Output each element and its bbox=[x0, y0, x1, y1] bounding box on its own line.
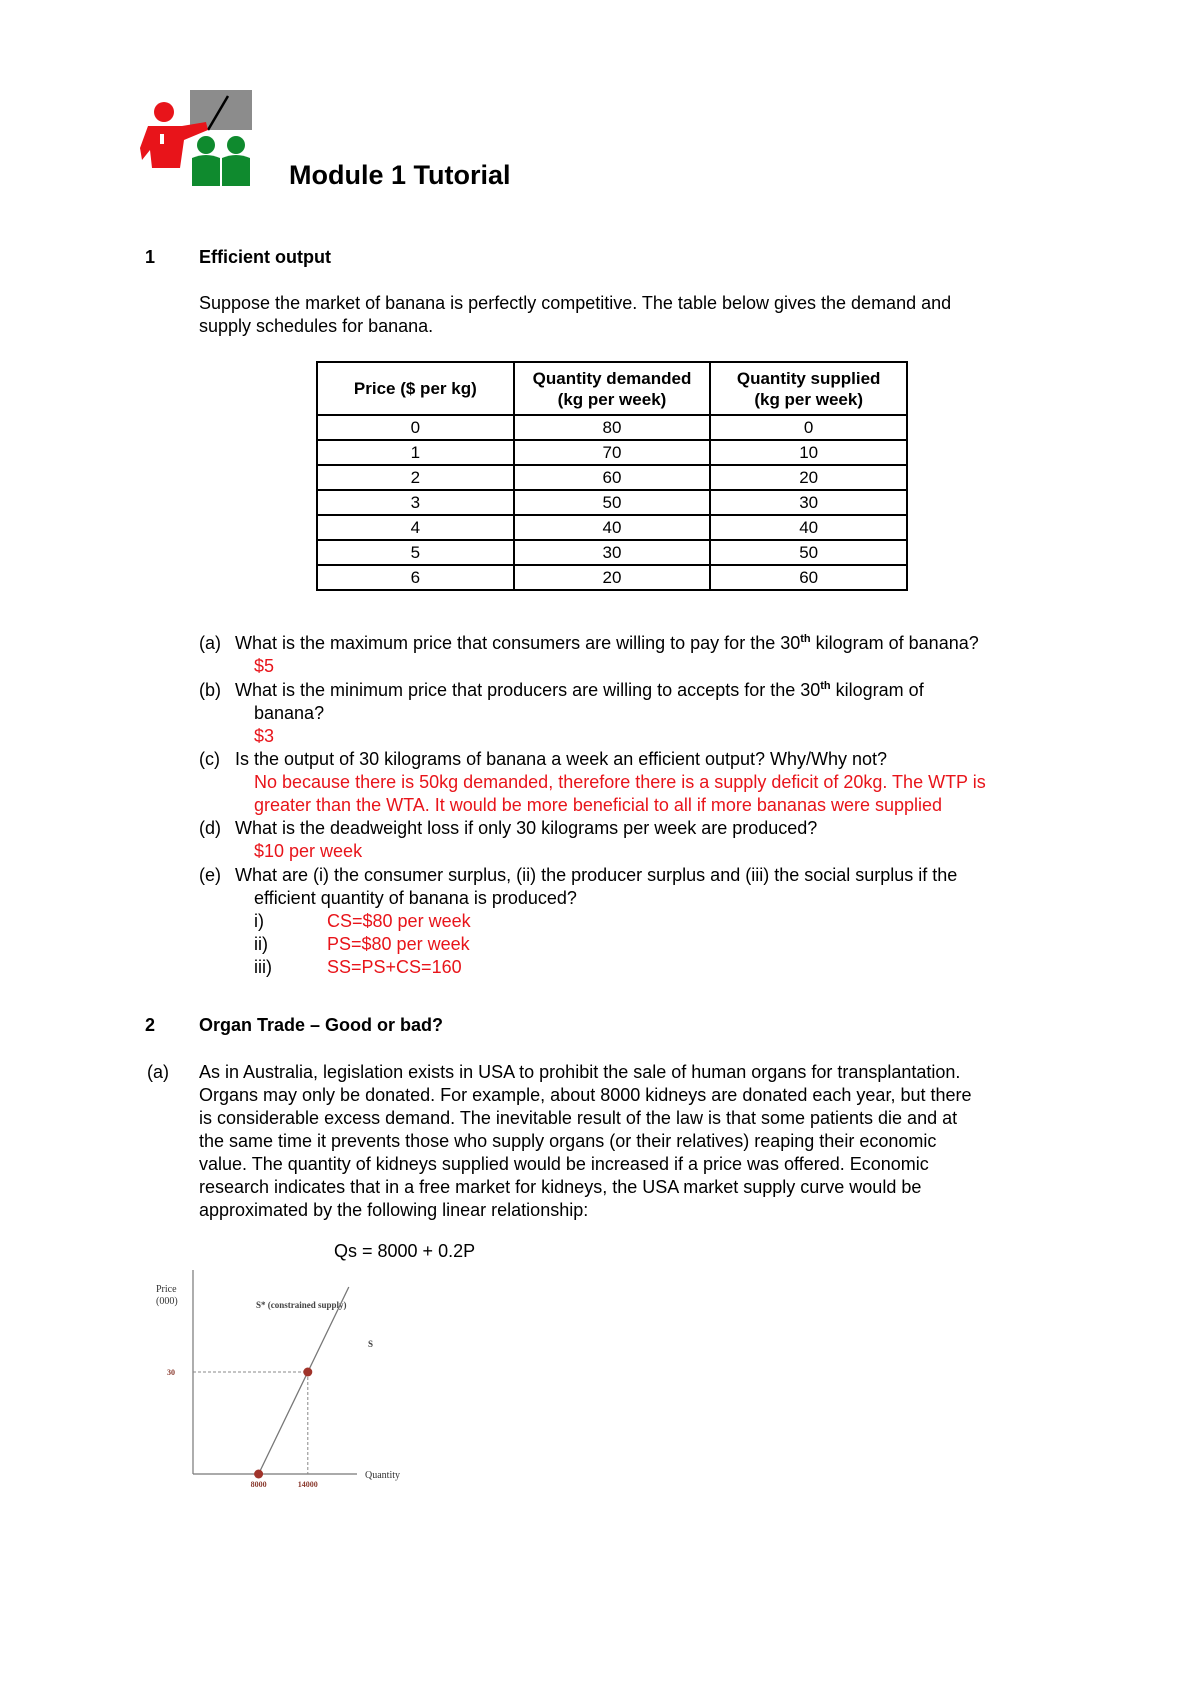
x-tick-label: 14000 bbox=[297, 1480, 318, 1488]
q1e-question-line1: What are (i) the consumer surplus, (ii) the producer surplus and (iii) the social surplus if the bbox=[235, 865, 958, 885]
q2-paragraph-line: approximated by the following linear relationship: bbox=[199, 1200, 589, 1220]
table-cell: 20 bbox=[514, 565, 711, 590]
table-cell: 70 bbox=[514, 440, 711, 465]
equilibrium-point bbox=[254, 1470, 263, 1479]
table-cell: 2 bbox=[317, 465, 514, 490]
q1b-question: What is the minimum price that producers are willing to accepts for the 30th kilogram of bbox=[235, 680, 924, 700]
q1c-question: Is the output of 30 kilograms of banana a week an efficient output? Why/Why not? bbox=[235, 749, 888, 769]
q1e-label: (e) bbox=[199, 865, 221, 885]
q1b-answer: $3 bbox=[254, 726, 275, 746]
table-cell: 1 bbox=[317, 440, 514, 465]
q2-number: 2 bbox=[145, 1015, 156, 1035]
table-row bbox=[317, 415, 907, 440]
q1b-question-line2: banana? bbox=[254, 703, 325, 723]
q1b-label: (b) bbox=[199, 680, 221, 700]
table-cell: 5 bbox=[317, 540, 514, 565]
table-cell: 20 bbox=[710, 465, 907, 490]
constrained-supply-label: S* (constrained supply) bbox=[256, 1300, 347, 1310]
q1-intro-line2: supply schedules for banana. bbox=[199, 316, 434, 336]
y-axis-label: Price bbox=[156, 1284, 177, 1295]
table-cell: 50 bbox=[710, 540, 907, 565]
q1c-label: (c) bbox=[199, 749, 220, 769]
q1e-question-line2: efficient quantity of banana is produced? bbox=[254, 888, 577, 908]
q2a-label: (a) bbox=[147, 1062, 169, 1082]
q2-paragraph-line: value. The quantity of kidneys supplied would be increased if a price was offered. Economic bbox=[199, 1154, 929, 1174]
q2-paragraph-line: is considerable excess demand. The inevitable result of the law is that some patients die and at bbox=[199, 1108, 958, 1128]
supply-equation: Qs = 8000 + 0.2P bbox=[334, 1241, 476, 1261]
table-cell: 80 bbox=[514, 415, 711, 440]
q1e-part-answer: PS=$80 per week bbox=[327, 934, 470, 954]
q2-paragraph-line: As in Australia, legislation exists in USA to prohibit the sale of human organs for transplantation. bbox=[199, 1062, 961, 1082]
table-cell: 60 bbox=[710, 565, 907, 590]
supply-curve-label: S bbox=[368, 1339, 374, 1349]
q1c-answer-line1: No because there is 50kg demanded, therefore there is a supply deficit of 20kg. The WTP is bbox=[254, 772, 986, 792]
q1-intro-line1: Suppose the market of banana is perfectly competitive. The table below gives the demand and bbox=[199, 293, 952, 313]
table-row bbox=[317, 515, 907, 540]
q1e-part-answer: CS=$80 per week bbox=[327, 911, 471, 931]
q1e-part-label: iii) bbox=[254, 957, 272, 977]
page-title: Module 1 Tutorial bbox=[289, 160, 511, 190]
table-row bbox=[317, 440, 907, 465]
presenter-with-audience-icon bbox=[140, 90, 252, 186]
q1a-label: (a) bbox=[199, 633, 221, 653]
table-row bbox=[317, 540, 907, 565]
demand-supply-table bbox=[316, 361, 908, 591]
table-row bbox=[317, 565, 907, 590]
q1e-part-label: ii) bbox=[254, 934, 268, 954]
x-tick-label: 8000 bbox=[250, 1480, 267, 1488]
table-cell: 30 bbox=[514, 540, 711, 565]
y-tick-label: 30 bbox=[167, 1368, 175, 1377]
q1-number: 1 bbox=[145, 247, 156, 267]
y-axis-label: (000) bbox=[156, 1296, 178, 1307]
table-cell: 40 bbox=[514, 515, 711, 540]
q2-paragraph-line: Organs may only be donated. For example, about 8000 kidneys are donated each year, but there bbox=[199, 1085, 972, 1105]
table-cell: 30 bbox=[710, 490, 907, 515]
q1d-label: (d) bbox=[199, 818, 221, 838]
table-cell: 60 bbox=[514, 465, 711, 490]
equilibrium-point bbox=[303, 1368, 312, 1377]
q1a-answer: $5 bbox=[254, 656, 275, 676]
kidney-supply-chart bbox=[150, 1268, 420, 1488]
q2-heading: Organ Trade – Good or bad? bbox=[199, 1015, 444, 1035]
q1c-answer-line2: greater than the WTA. It would be more beneficial to all if more bananas were supplied bbox=[254, 795, 943, 815]
table-cell: 50 bbox=[514, 490, 711, 515]
table-cell: 6 bbox=[317, 565, 514, 590]
table-cell: 4 bbox=[317, 515, 514, 540]
q1a-question: What is the maximum price that consumers are willing to pay for the 30th kilogram of banana? bbox=[235, 633, 979, 653]
table-cell: 0 bbox=[317, 415, 514, 440]
q1e-part-label: i) bbox=[254, 911, 264, 931]
q2-paragraph-line: the same time it prevents those who supply organs (or their relatives) reaping their economic bbox=[199, 1131, 937, 1151]
table-header: Quantity demanded (kg per week) bbox=[514, 362, 711, 415]
table-row bbox=[317, 490, 907, 515]
table-cell: 0 bbox=[710, 415, 907, 440]
x-axis-label: Quantity bbox=[365, 1470, 400, 1481]
q1-heading: Efficient output bbox=[199, 247, 331, 267]
supply-curve-line bbox=[259, 1287, 349, 1474]
table-header: Price ($ per kg) bbox=[317, 362, 514, 415]
q1e-part-answer: SS=PS+CS=160 bbox=[327, 957, 462, 977]
q2-paragraph-line: research indicates that in a free market for kidneys, the USA market supply curve would be bbox=[199, 1177, 922, 1197]
table-cell: 10 bbox=[710, 440, 907, 465]
table-cell: 40 bbox=[710, 515, 907, 540]
table-row bbox=[317, 465, 907, 490]
table-cell: 3 bbox=[317, 490, 514, 515]
q1d-question: What is the deadweight loss if only 30 kilograms per week are produced? bbox=[235, 818, 818, 838]
q1d-answer: $10 per week bbox=[254, 841, 363, 861]
table-header: Quantity supplied (kg per week) bbox=[710, 362, 907, 415]
